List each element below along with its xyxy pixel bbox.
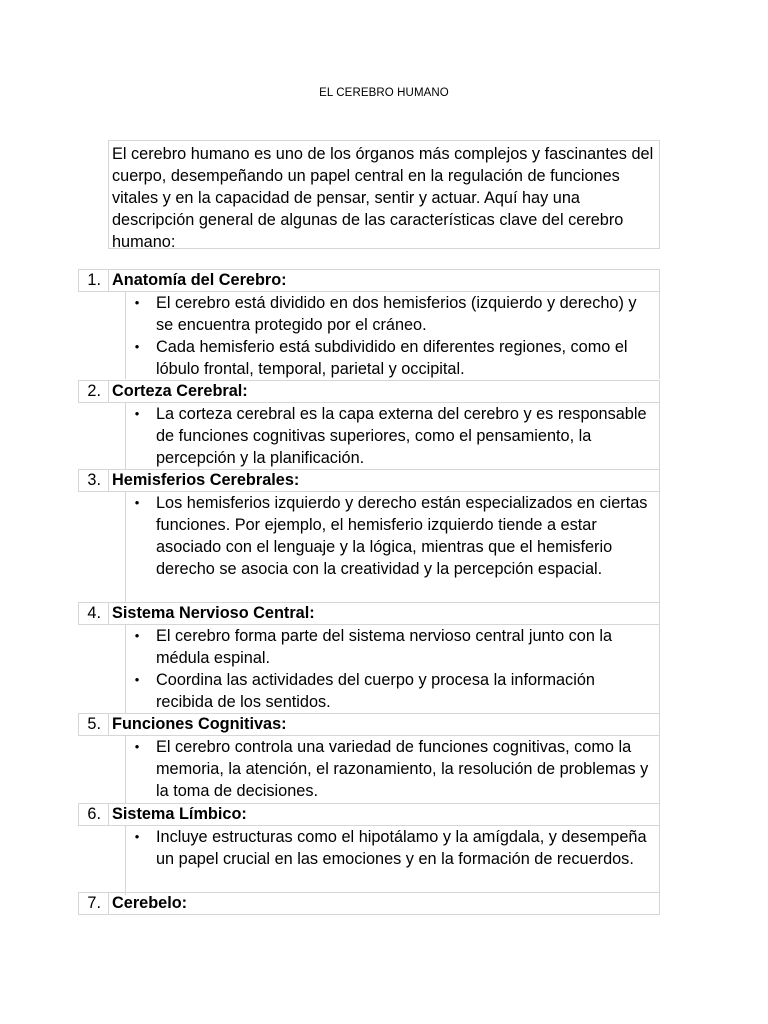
section-bullet-list: [125, 625, 660, 713]
bullet-text: Incluye estructuras como el hipotálamo y la amígdala, y desempeña un papel crucial en las emociones y en la formación de recuerdos.: [156, 828, 647, 868]
section-sistema-nervioso: [78, 602, 660, 713]
section-heading: Anatomía del Cerebro:: [112, 271, 287, 289]
bullet-marker: •: [134, 628, 140, 643]
section-heading: Sistema Límbico:: [112, 805, 247, 823]
section-corteza: [78, 380, 660, 469]
bullet-item: [126, 736, 655, 802]
section-heading: Hemisferios Cerebrales:: [112, 471, 300, 489]
section-number: 6.: [79, 804, 109, 825]
bullet-item: [126, 625, 655, 669]
section-funciones-cognitivas: [78, 713, 660, 803]
section-anatomia: [78, 269, 660, 379]
section-heading-row: [78, 803, 660, 826]
bullet-marker: •: [134, 295, 140, 310]
bullet-text: Cada hemisferio está subdividido en diferentes regiones, como el lóbulo frontal, temporal, parietal y occipital.: [156, 338, 628, 378]
section-heading-row: [78, 380, 660, 403]
section-number: 2.: [79, 381, 109, 402]
section-heading-row: [78, 269, 660, 292]
bullet-text: La corteza cerebral es la capa externa del cerebro y es responsable de funciones cognitivas superiores, como el pensamiento, la percepción y la planificación.: [156, 405, 647, 467]
section-heading-row: [78, 892, 660, 915]
section-number: 7.: [79, 893, 109, 914]
section-sistema-limbico: [78, 803, 660, 895]
bullet-marker: •: [134, 406, 140, 421]
section-heading: Funciones Cognitivas:: [112, 715, 287, 733]
section-cerebelo: [78, 892, 660, 915]
bullet-marker: •: [134, 339, 140, 354]
bullet-item: [126, 669, 655, 713]
section-bullet-list: [125, 492, 660, 602]
bullet-text: El cerebro controla una variedad de funciones cognitivas, como la memoria, la atención, el razonamiento, la resolución de problemas y la toma de decisiones.: [156, 738, 649, 800]
section-hemisferios: [78, 469, 660, 602]
bullet-marker: •: [134, 739, 140, 754]
section-heading-row: [78, 469, 660, 492]
bullet-marker: •: [134, 672, 140, 687]
intro-paragraph: El cerebro humano es uno de los órganos más complejos y fascinantes del cuerpo, desempeñando un papel central en la regulación de funciones vitales y en la capacidad de pensar, sentir y actuar. Aquí hay una descripción general de algunas de las características clave del cerebro humano:: [108, 140, 660, 249]
section-number: 5.: [79, 714, 109, 735]
bullet-text: El cerebro está dividido en dos hemisferios (izquierdo y derecho) y se encuentra protegido por el cráneo.: [156, 294, 637, 334]
section-number: 3.: [79, 470, 109, 491]
bullet-item: [126, 403, 655, 469]
section-number: 1.: [79, 270, 109, 291]
section-heading: Corteza Cerebral:: [112, 382, 248, 400]
section-bullet-list: [125, 403, 660, 469]
section-number: 4.: [79, 603, 109, 624]
section-heading-row: [78, 602, 660, 625]
bullet-item: [126, 492, 655, 580]
section-bullet-list: [125, 736, 660, 803]
bullet-text: El cerebro forma parte del sistema nervioso central junto con la médula espinal.: [156, 627, 613, 667]
bullet-item: [126, 826, 655, 870]
bullet-marker: •: [134, 829, 140, 844]
bullet-text: Coordina las actividades del cuerpo y procesa la información recibida de los sentidos.: [156, 671, 595, 711]
bullet-item: [126, 336, 655, 380]
section-heading-row: [78, 713, 660, 736]
section-bullet-list: [125, 826, 660, 895]
bullet-marker: •: [134, 495, 140, 510]
section-heading: Cerebelo:: [112, 894, 188, 912]
bullet-item: [126, 292, 655, 336]
bullet-text: Los hemisferios izquierdo y derecho están especializados en ciertas funciones. Por ejemplo, el hemisferio izquierdo tiende a estar asociado con el lenguaje y la lógica, mientras que el hemisferio derecho se asocia con la creatividad y la percepción espacial.: [156, 494, 648, 578]
document-title: EL CEREBRO HUMANO: [319, 87, 449, 99]
section-heading: Sistema Nervioso Central:: [112, 604, 315, 622]
section-bullet-list: [125, 292, 660, 379]
